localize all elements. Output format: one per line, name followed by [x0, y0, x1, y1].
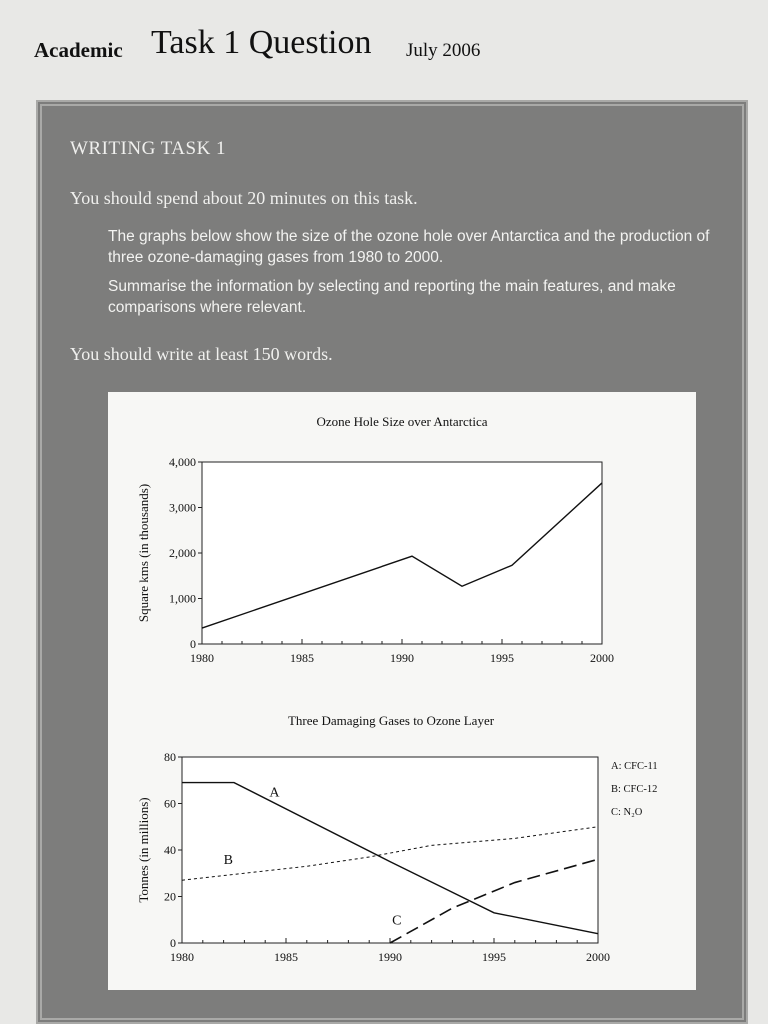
chart2-legend: [611, 761, 658, 818]
x-tick-label: 2000: [590, 651, 614, 665]
header-date: July 2006: [406, 40, 481, 61]
x-tick-label: 1985: [290, 651, 314, 665]
x-tick-label: 1990: [390, 651, 414, 665]
y-tick-label: 1,000: [169, 591, 196, 606]
y-tick-label: 20: [164, 889, 176, 904]
time-instruction: You should spend about 20 minutes on this task.: [70, 188, 418, 208]
x-tick-label: 1980: [170, 950, 194, 964]
legend-item: A: CFC-11: [611, 761, 658, 772]
y-tick-label: 0: [190, 637, 196, 651]
charts-svg: [108, 392, 696, 990]
x-tick-label: 1995: [490, 651, 514, 665]
y-tick-label: 2,000: [169, 546, 196, 560]
chart2-plot-area: [182, 757, 598, 943]
chart2-ylabel: Tonnes (in millions): [136, 797, 151, 903]
x-tick-label: 1985: [274, 950, 298, 964]
y-tick-label: 3,000: [169, 500, 196, 515]
y-tick-label: 60: [164, 796, 176, 811]
chart1-ylabel: Square kms (in thousands): [136, 483, 151, 623]
x-tick-label: 1995: [482, 950, 506, 964]
header-task-title: Task 1 Question: [151, 24, 372, 61]
x-tick-label: 1990: [378, 950, 402, 964]
y-tick-label: 40: [164, 843, 176, 857]
task-prompt-description: The graphs below show the size of the ozone hole over Antarctica and the production of three ozone-damaging gases from 1980 to 2000.: [108, 228, 710, 266]
x-tick-label: 1980: [190, 651, 214, 665]
y-tick-label: 0: [170, 936, 176, 950]
y-tick-label: 4,000: [169, 455, 196, 469]
chart1-title: Ozone Hole Size over Antarctica: [316, 414, 488, 429]
series-label-a: A: [269, 785, 280, 801]
y-tick-label: 80: [164, 750, 176, 764]
task-panel: [36, 100, 748, 1024]
header-academic: Academic: [34, 38, 123, 62]
series-label-b: B: [223, 852, 233, 868]
legend-item: B: CFC-12: [611, 784, 658, 795]
chart2-title: Three Damaging Gases to Ozone Layer: [287, 713, 495, 728]
charts-figure: [108, 392, 696, 990]
x-tick-label: 2000: [586, 950, 610, 964]
chart1-plot-area: [202, 462, 602, 644]
word-count-instruction: You should write at least 150 words.: [70, 344, 333, 364]
legend-item: C: N₂O: [611, 807, 643, 818]
task-title: WRITING TASK 1: [70, 138, 227, 159]
task-prompt-summarise: Summarise the information by selecting and reporting the main features, and make comparisons where relevant.: [108, 278, 676, 316]
series-label-c: C: [392, 913, 402, 929]
